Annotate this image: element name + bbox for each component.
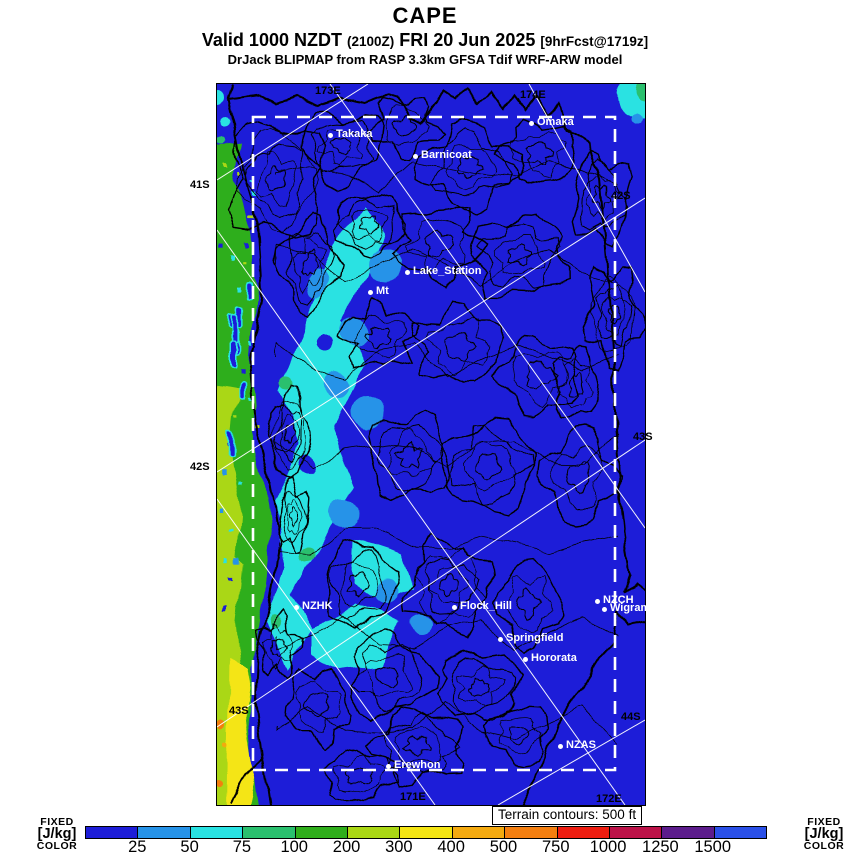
- station-label: Barnicoat: [421, 149, 472, 161]
- station-label: Mt: [376, 285, 389, 297]
- geo-label: 41S: [190, 179, 210, 191]
- colorbar-tick-label: 300: [385, 838, 413, 856]
- station-dot-icon: [523, 657, 528, 662]
- station-label: NZHK: [302, 600, 333, 612]
- cape-speckle: [244, 261, 247, 264]
- station-label: Wigram: [610, 602, 651, 614]
- station-dot-icon: [413, 154, 418, 159]
- units-jkg-label: [J/kg]: [804, 826, 844, 842]
- cape-speckle: [235, 416, 238, 418]
- station-dot-icon: [452, 605, 457, 610]
- station-label: Erewhon: [394, 759, 441, 771]
- forecast-tag: [9hrFcst@1719z]: [540, 34, 649, 49]
- cape-speckle: [230, 531, 235, 533]
- valid-time-line: [0, 30, 850, 51]
- units-color-label: COLOR: [803, 840, 845, 852]
- colorbar-units-right: [795, 817, 850, 852]
- colorbar-units-left: [28, 817, 86, 852]
- cape-speckle: [222, 607, 225, 613]
- colorbar-segment: [243, 827, 295, 838]
- station-label: Takaka: [336, 128, 373, 140]
- cape-speckle: [235, 559, 239, 565]
- cape-speckle: [222, 471, 226, 476]
- colorbar-segment: [610, 827, 662, 838]
- colorbar-tick-label: 25: [128, 838, 147, 856]
- geo-label: 42S: [611, 190, 631, 202]
- colorbar-tick-label: 100: [280, 838, 308, 856]
- cape-speckle: [249, 216, 254, 219]
- colorbar-segment: [715, 827, 766, 838]
- colorbar-segment: [662, 827, 714, 838]
- station-dot-icon: [595, 599, 600, 604]
- cape-speckle: [248, 343, 250, 349]
- cape-speckle: [237, 484, 241, 486]
- cape-speckle: [225, 559, 229, 564]
- header: [0, 0, 850, 67]
- geo-label: 174E: [520, 89, 546, 101]
- colorbar-tick-label: 200: [332, 838, 361, 856]
- terrain-note: Terrain contours: 500 ft: [492, 806, 642, 825]
- cape-speckle: [233, 315, 237, 345]
- cape-speckle: [232, 343, 236, 367]
- geo-label: 172E: [596, 793, 622, 805]
- colorbar-segment: [505, 827, 557, 838]
- station-dot-icon: [498, 637, 503, 642]
- colorbar-segment: [453, 827, 505, 838]
- colorbar-segment: [86, 827, 138, 838]
- cape-speckle: [228, 577, 232, 580]
- geo-label: 42S: [190, 461, 210, 473]
- station-label: NZAS: [566, 739, 596, 751]
- units-fixed-label: FIXED: [40, 816, 74, 828]
- colorbar-segment: [191, 827, 243, 838]
- colorbar-segment: [348, 827, 400, 838]
- colorbar-segment: [296, 827, 348, 838]
- station-dot-icon: [602, 607, 607, 612]
- cape-speckle: [244, 240, 248, 245]
- cape-field: [217, 84, 645, 805]
- colorbar-tick-label: 1000: [589, 838, 627, 856]
- station-label: Omaka: [537, 116, 574, 128]
- cape-speckle: [241, 369, 246, 374]
- station-dot-icon: [328, 133, 333, 138]
- weather-map: [190, 83, 653, 806]
- cape-speckle: [238, 285, 242, 291]
- model-line: DrJack BLIPMAP from RASP 3.3km GFSA Tdif WRF-ARW model: [227, 52, 623, 67]
- colorbar-tick-label: 1500: [694, 838, 732, 856]
- station-label: Hororata: [531, 652, 577, 664]
- station-dot-icon: [558, 744, 563, 749]
- colorbar-tick-label: 75: [232, 838, 252, 856]
- station-dot-icon: [529, 121, 534, 126]
- cape-speckle: [241, 382, 245, 400]
- station-label: Springfield: [506, 632, 564, 644]
- valid-zulu: (2100Z): [346, 34, 395, 49]
- units-fixed-label: FIXED: [807, 816, 841, 828]
- valid-prefix: Valid 1000 NZDT: [201, 30, 342, 50]
- geo-label: 173E: [315, 85, 341, 97]
- geo-label: 43S: [229, 705, 249, 717]
- colorbar-tick-label: 1250: [642, 838, 679, 856]
- station-label: Lake_Station: [413, 265, 482, 277]
- station-label: Flock_Hill: [460, 600, 512, 612]
- station-dot-icon: [368, 290, 373, 295]
- cape-speckle: [235, 172, 237, 176]
- colorbar-tick-label: 750: [542, 838, 570, 856]
- colorbar-tick-label: 50: [180, 838, 199, 856]
- cape-speckle: [221, 243, 225, 247]
- page-title: CAPE: [392, 3, 458, 28]
- colorbar-segment: [400, 827, 452, 838]
- valid-date: FRI 20 Jun 2025: [399, 30, 536, 50]
- station-dot-icon: [294, 605, 299, 610]
- cape-speckle: [229, 433, 233, 456]
- colorbar-segment: [138, 827, 190, 838]
- colorbar-tick-label: 500: [489, 838, 518, 856]
- geo-label: 171E: [400, 791, 426, 803]
- station-label: NZCH: [603, 594, 634, 606]
- geo-label: 43S: [633, 431, 653, 443]
- colorbar-tick-label: 400: [437, 838, 465, 856]
- cape-speckle: [219, 508, 223, 514]
- station-dot-icon: [386, 764, 391, 769]
- colorbar-segment: [558, 827, 610, 838]
- units-color-label: COLOR: [36, 840, 78, 852]
- units-jkg-label: [J/kg]: [37, 826, 77, 842]
- station-dot-icon: [405, 270, 410, 275]
- cape-speckle: [223, 162, 226, 166]
- geo-label: 44S: [621, 711, 641, 723]
